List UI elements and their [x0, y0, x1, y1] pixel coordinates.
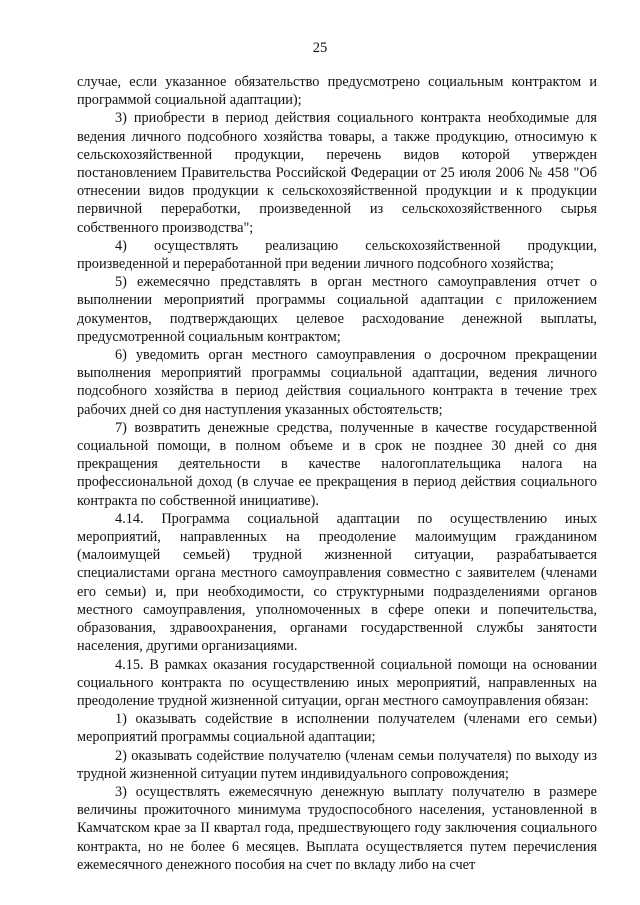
paragraph-item-7-return: 7) возвратить денежные средства, полученные в качестве государственной социальной помощи, в полном объеме и в срок не позднее 30 дней со дня прекращения деятельности в качестве налогоплательщика налога на профессиональной доход (в случае ее прекращения в период действия социального контракта по собственной инициативе). — [77, 419, 597, 509]
paragraph-item-3-purchase: 3) приобрести в период действия социального контракта необходимые для ведения личного подсобного хозяйства товары, а также продукцию, относимую к сельскохозяйственной продукции, перечень видов которой утвержден постановлением Правительства Российской Федерации от 25 июля 2006 № 458 "Об отнесении видов продукции к сельскохозяйственной продукции и к продукции первичной переработки, произведенной из сельскохозяйственного сырья собственного производства"; — [77, 110, 597, 236]
paragraph-obligation-2: 2) оказывать содействие получателю (членам семьи получателя) по выходу из трудной жизненной ситуации путем индивидуального сопровождения; — [77, 747, 597, 782]
paragraph-obligation-1: 1) оказывать содействие в исполнении получателем (членами его семьи) мероприятий программы социальной адаптации; — [77, 711, 597, 746]
paragraph-item-5-report: 5) ежемесячно представлять в орган местного самоуправления отчет о выполнении мероприятий программы социальной адаптации с приложением документов, подтверждающих целевое расходование денежной выплаты, предусмотренной социальным контрактом; — [77, 274, 597, 345]
paragraph-4-14: 4.14. Программа социальной адаптации по осуществлению иных мероприятий, направленных на преодоление малоимущим гражданином (малоимущей семьей) трудной жизненной ситуации, разрабатывается специалистами органа местного самоуправления совместно с заявителем (членами его семьи) и, при необходимости, со структурными подразделениями органов местного самоуправления, уполномоченных в сфере опеки и попечительства, образования, здравоохранения, органами государственной службы занятости населения, другими организациями. — [77, 510, 597, 655]
paragraph-item-4-sell: 4) осуществлять реализацию сельскохозяйственной продукции, произведенной и переработанной при ведении личного подсобного хозяйства; — [77, 237, 597, 273]
paragraph-item-6-notify: 6) уведомить орган местного самоуправления о досрочном прекращении выполнения мероприятий программы социальной адаптации, ведения личного подсобного хозяйства в период действия социального контракта в течение трех рабочих дней со дня наступления указанных обстоятельств; — [77, 347, 597, 418]
paragraph-continuation: случае, если указанное обязательство предусмотрено социальным контрактом и программой социальной адаптации); — [77, 74, 597, 109]
paragraph-4-15: 4.15. В рамках оказания государственной социальной помощи на основании социального контракта по осуществлению иных мероприятий, направленных на преодоление трудной жизненной ситуации, орган местного самоуправления обязан: — [77, 656, 597, 709]
paragraph-obligation-3: 3) осуществлять ежемесячную денежную выплату получателю в размере величины прожиточного минимума трудоспособного населения, установленной в Камчатском крае за II квартал года, предшествующего году заключения социального контракта, но не более 6 месяцев. Выплата осуществляется путем перечисления ежемесячного денежного пособия на счет по вкладу либо на счет — [77, 783, 597, 873]
page-number: 25 — [312, 40, 328, 56]
document-body — [77, 73, 597, 874]
